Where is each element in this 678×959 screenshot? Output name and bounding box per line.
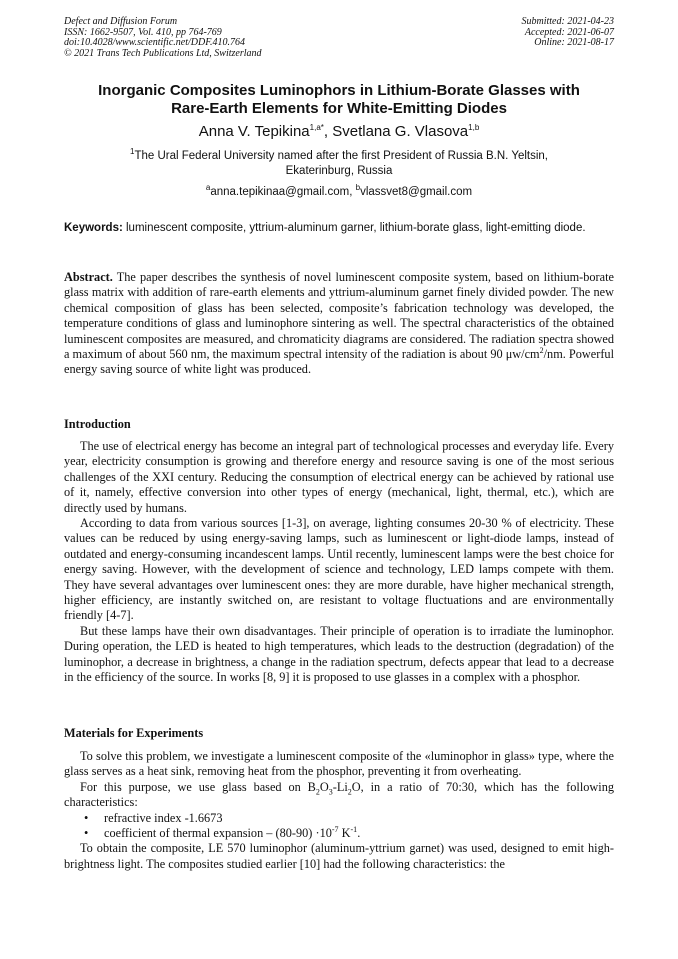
paragraph: But these lamps have their own disadvantages. Their principle of operation is to irradiate the luminophor. During operation, the LED is heated to high temperatures, which leads to the destruction (degradation) of the luminophor, a decrease in brightness, a change in the radiation spectrum, defects appear that lead to a decrease in the efficiency of the source. In works [8, 9] it is proposed to use glasses in a complex with a phosphor. [64,623,614,685]
author-1-affil: 1,a* [309,123,324,132]
keywords [64,221,614,235]
text-run: -Li [332,779,348,794]
text-run: O [319,779,329,794]
abstract-text-b: /nm. Powerful energy saving source of white light was produced. [64,347,614,377]
paragraph: To solve this problem, we investigate a luminescent composite of the «luminophor in glass» type, where the glass serves as a heat sink, removing heat from the phosphor, preventing it from overheating. [64,749,614,779]
author-separator: , [323,123,333,140]
text-run: K [338,826,351,841]
dates-header [522,17,615,49]
author-emails [64,185,614,200]
author-list [64,123,614,141]
affiliation [64,149,614,179]
introduction-section [64,439,614,686]
email-b: vlassvet8@gmail.com [360,186,473,198]
date-accepted: Accepted: 2021-06-07 [524,26,614,38]
text-run: coefficient of thermal expansion – (80-90) ·10 [104,826,332,841]
affil-marker: 1 [130,147,135,157]
section-title-introduction: Introduction [64,417,131,431]
superscript: -7 [331,824,339,834]
keywords-label: Keywords: [64,222,123,234]
superscript: -1 [350,824,358,834]
journal-name: Defect and Diffusion Forum [64,16,178,27]
section-title-materials: Materials for Experiments [64,726,204,740]
keywords-text: luminescent composite, yttrium-aluminum garner, lithium-borate glass, light-emitting diode. [122,222,586,234]
paragraph: To obtain the composite, LE 570 luminophor (aluminum-yttrium garnet) was used, designed to emit high-brightness light. The composites studied earlier [10] had the following characteristics: the [64,841,614,871]
abstract-unit-sup: 2 [539,345,544,355]
date-submitted: Submitted: 2021-04-23 [521,16,614,27]
author-1: Anna V. Tepikina [198,123,310,140]
abstract-text-a: The paper describes the synthesis of novel luminescent composite system, based on lithium-borate glass matrix with addition of rare-earth elements and yttrium-aluminum garnet finely divided powder. The new chemical composition of glass has been selected, composite’s fabrication technology was developed, the temperature conditions of glass and luminophore sintering as well. The spectral characteristics of the obtained luminescent composites are measured, and chromaticity diagrams are considered. The radiation spectra showed a maximum of about 560 nm, the maximum spectral intensity of the radiation is about 90 μw/cm [64,270,614,362]
list-item [64,826,614,841]
text-run: For this purpose, we use glass based on B [80,779,316,794]
materials-section [64,749,614,872]
paper-title [64,82,614,118]
text-run: . [357,826,361,841]
date-online: Online: 2021-08-17 [534,37,614,48]
paragraph [64,780,614,811]
title-line-1: Inorganic Composites Luminophors in Lithium-Borate Glasses with [98,82,580,99]
email-b-marker: b [355,183,361,193]
subscript: 2 [347,787,352,797]
abstract-label: Abstract. [64,270,113,284]
email-a-marker: a [205,183,211,193]
author-2-affil: 1,b [468,123,480,132]
subscript: 2 [315,787,320,797]
characteristics-list [64,811,614,842]
subscript: 3 [328,787,333,797]
abstract [64,270,614,378]
text-run: O, in a ratio of 70:30, which has the following characteristics: [64,779,614,810]
affil-line-2: Ekaterinburg, Russia [285,165,393,177]
journal-issn: ISSN: 1662-9507, Vol. 410, pp 764-769 [64,26,222,38]
journal-header [64,17,262,59]
journal-doi: doi:10.4028/www.scientific.net/DDF.410.764 [64,37,246,48]
affil-line-1: The Ural Federal University named after the first President of Russia B.N. Yeltsin, [134,150,548,162]
title-line-2: Rare-Earth Elements for White-Emitting Diodes [171,100,507,117]
email-a: anna.tepikinaa@gmail.com, [210,186,356,198]
paragraph: The use of electrical energy has become an integral part of technological processes and everyday life. Every year, electricity consumption is growing and therefore energy and resource saving is one of the most serious challenges of the XXI century. Reducing the consumption of electrical energy can be achieved by rational use of it, namely, effective conversion into other types of energy (mechanical, light, thermal, etc.), which are directly used by humans. [64,439,614,515]
list-item: • refractive index -1.6673 [64,811,614,826]
journal-copyright: © 2021 Trans Tech Publications Ltd, Switzerland [64,47,262,59]
paragraph: According to data from various sources [1-3], on average, lighting consumes 20-30 % of electricity. These values can be reduced by using energy-saving lamps, such as luminescent or light-diode lamps, instead of outdated and energy-consuming incandescent lamps. Until recently, luminescent lamps were the best choice for energy saving. However, with the development of science and technology, LED lamps compete with them. They have several advantages over luminescent ones: they are more durable, have higher mechanical strength, higher efficiency, are instantly switched on, are resistant to voltage fluctuations and are environmentally friendly [4-7]. [64,516,614,623]
author-2: Svetlana G. Vlasova [332,123,469,140]
